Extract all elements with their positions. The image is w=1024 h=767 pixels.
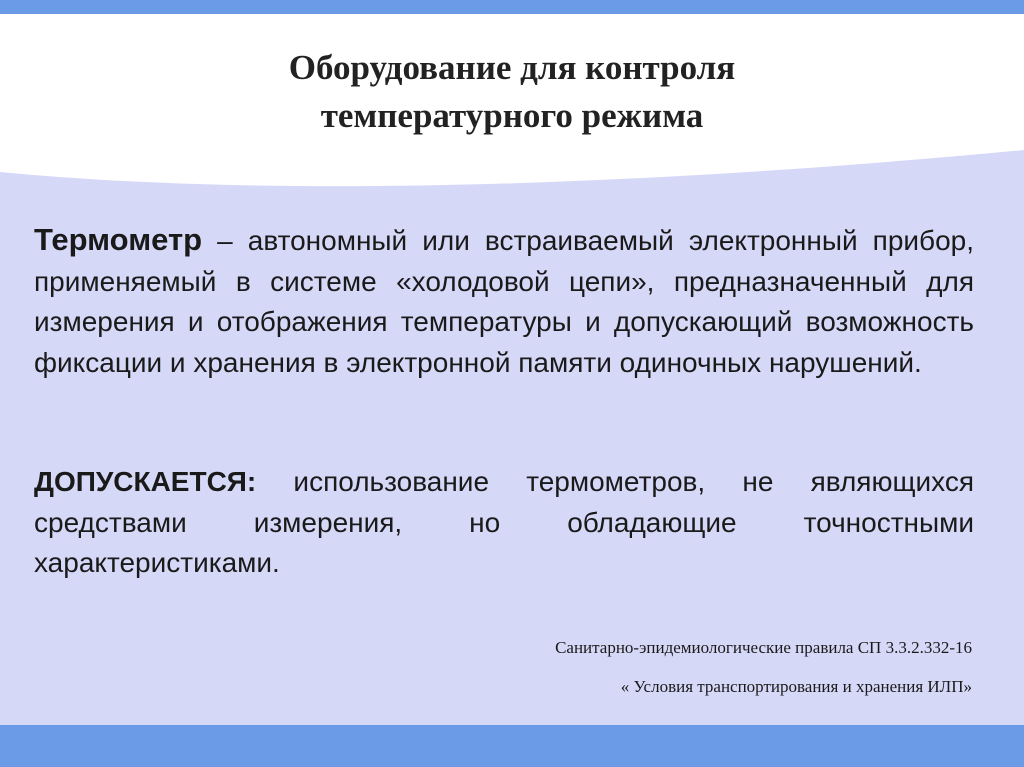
slide-title bbox=[0, 44, 1024, 140]
slide-title-line-2: температурного режима bbox=[320, 96, 704, 135]
top-accent-bar bbox=[0, 0, 1024, 14]
definition-term: Термометр bbox=[34, 222, 203, 257]
definition-paragraph bbox=[34, 220, 974, 383]
allowed-text: использование термометров, не являющихся средствами измерения, но обладающие точностными характеристиками. bbox=[34, 466, 974, 578]
allowed-paragraph bbox=[34, 462, 974, 584]
definition-text: – автономный или встраиваемый электронный прибор, применяемый в системе «холодовой цепи», предназначенный для измерения и отображения температуры и допускающий возможность фиксации и хранения в электронной памяти одиночных нарушений. bbox=[34, 225, 974, 378]
source-reference-line-2: « Условия транспортирования и хранения ИЛП» bbox=[620, 677, 972, 696]
slide-title-line-1: Оборудование для контроля bbox=[288, 48, 736, 87]
allowed-label: ДОПУСКАЕТСЯ: bbox=[34, 466, 257, 497]
bottom-accent-bar bbox=[0, 725, 1024, 767]
source-reference-line-1: Санитарно-эпидемиологические правила СП 3.3.2.332-16 bbox=[555, 638, 972, 657]
